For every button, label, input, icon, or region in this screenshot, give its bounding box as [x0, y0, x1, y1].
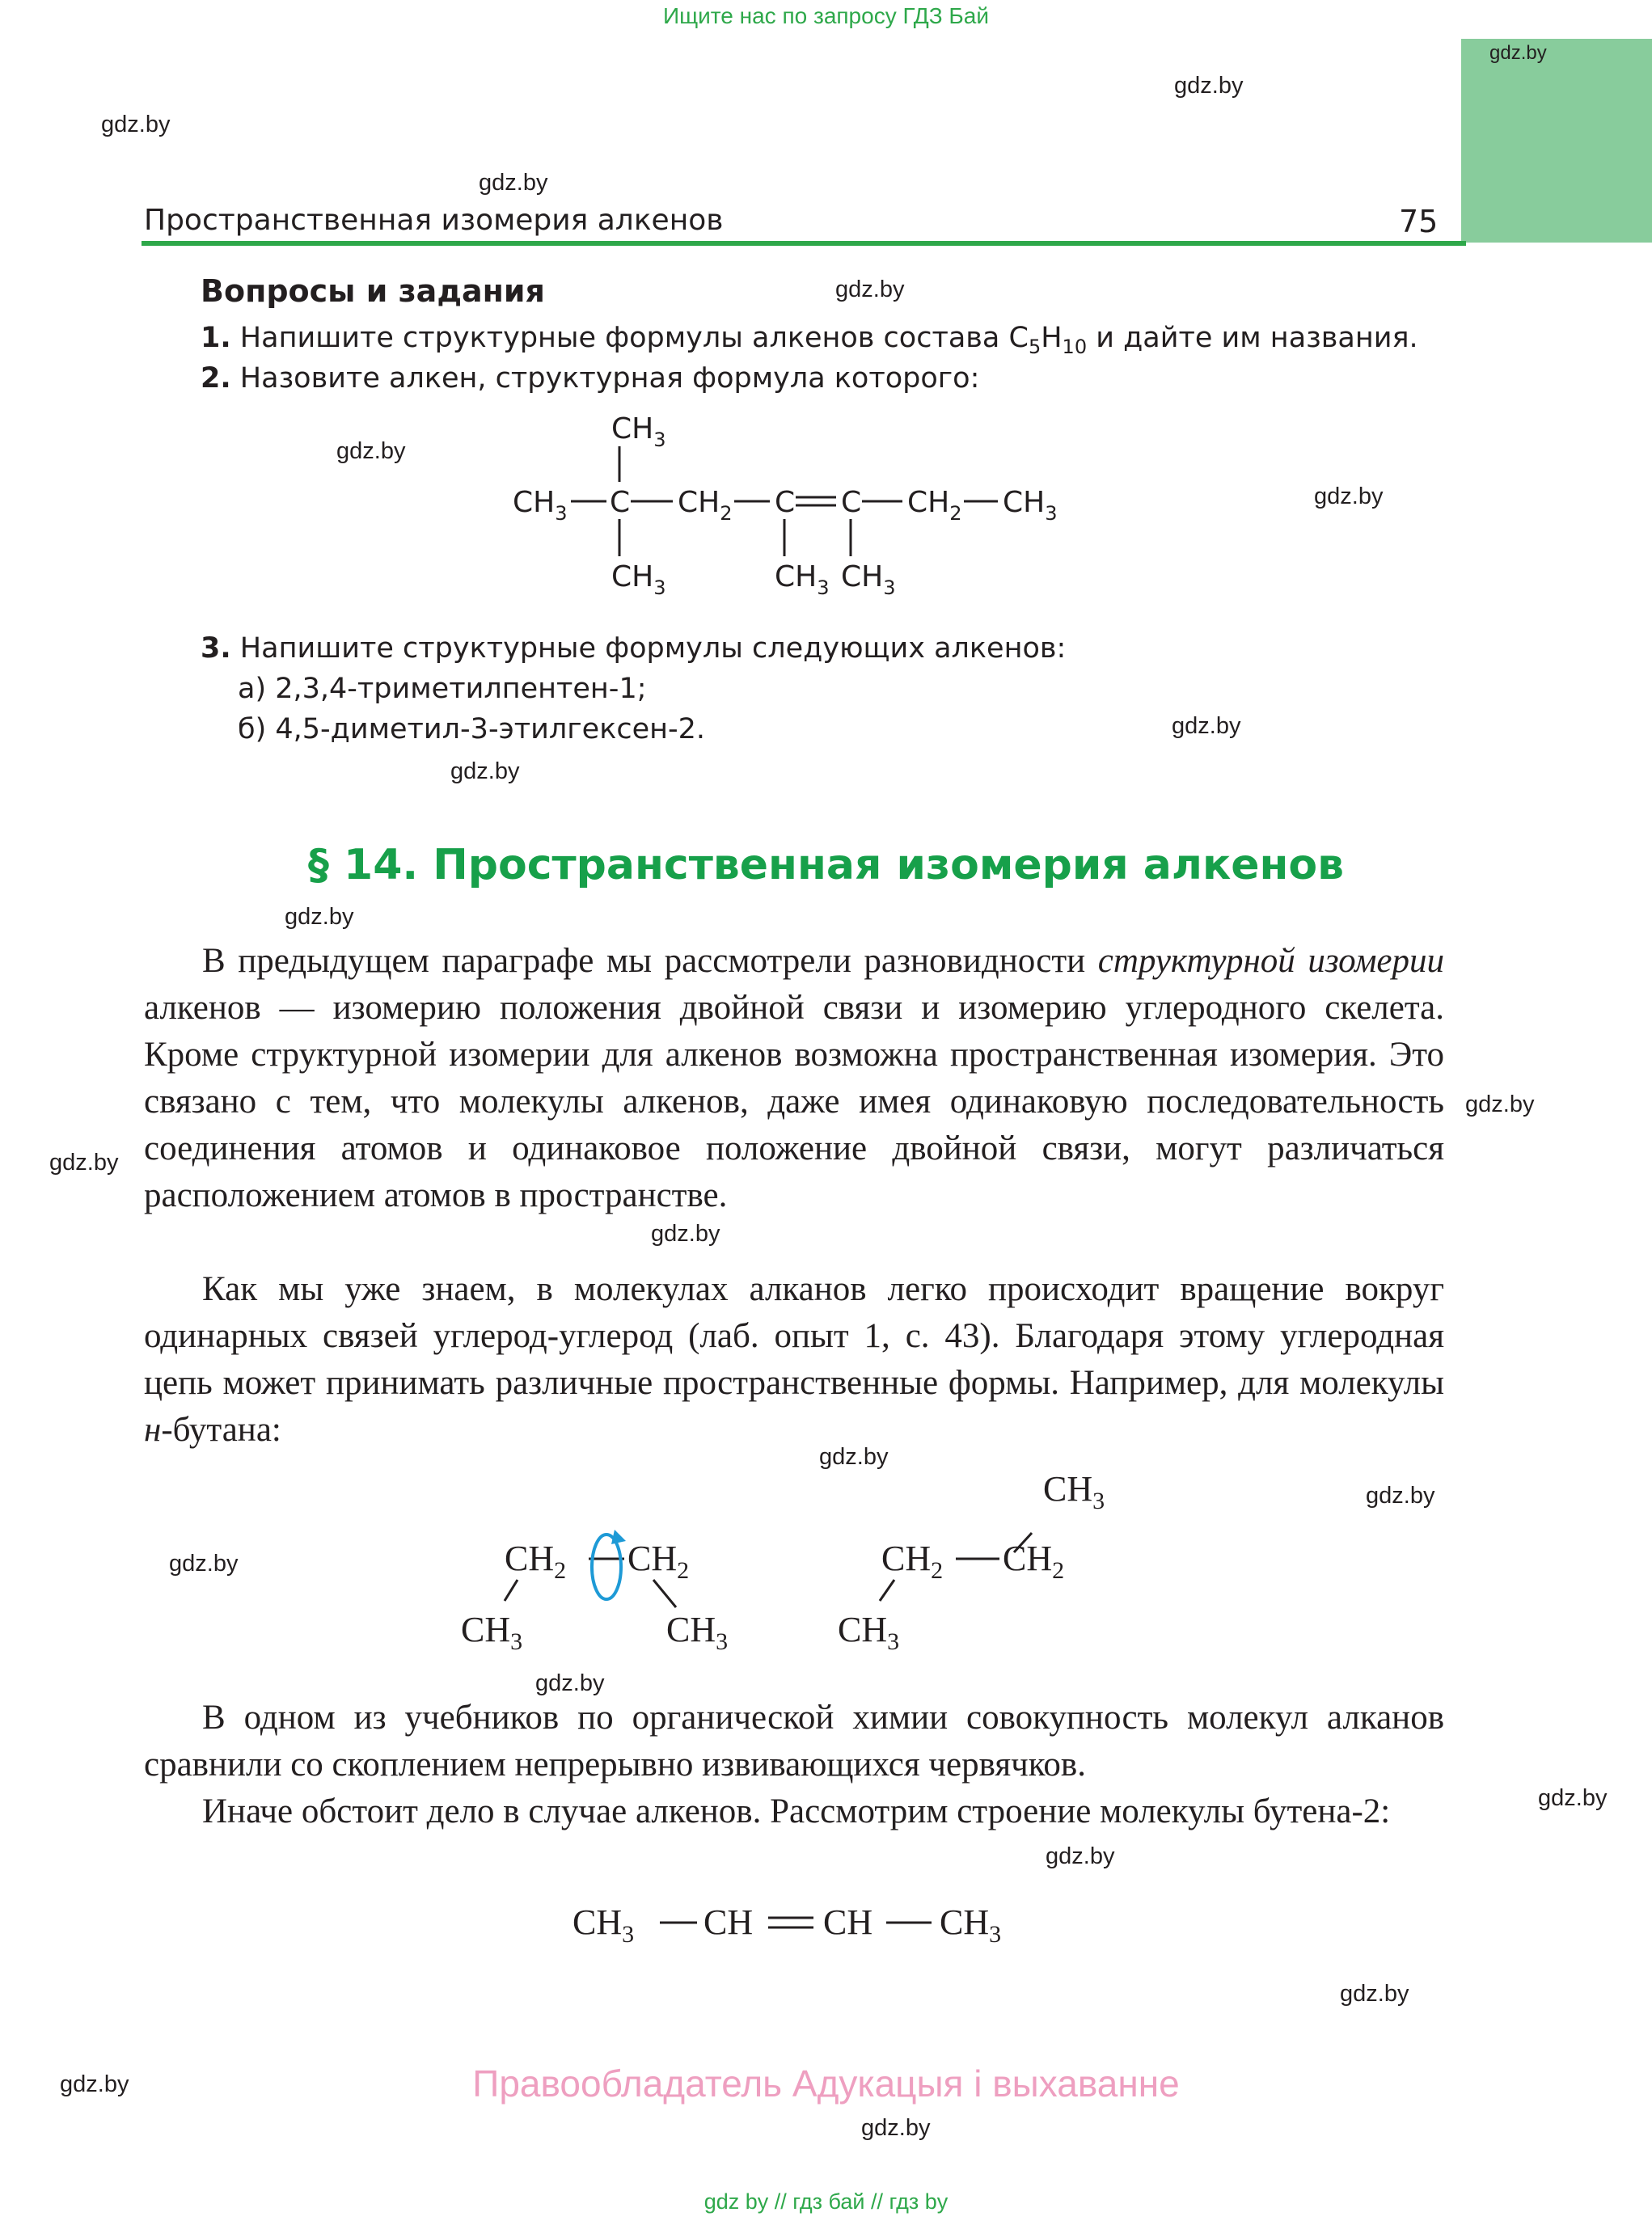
- questions-heading: Вопросы и задания: [201, 273, 545, 309]
- watermark: gdz.by: [1366, 1483, 1435, 1509]
- watermark: gdz.by: [835, 277, 905, 302]
- formula-atom: $CH_3$: [611, 560, 666, 599]
- watermark: gdz.by: [336, 438, 406, 464]
- formula-atom: $CH_3$: [611, 412, 666, 451]
- watermark: gdz.by: [285, 904, 354, 930]
- formula-atom: $CH_3$: [666, 1610, 729, 1655]
- rotation-arrow-icon: [592, 1530, 626, 1599]
- watermark: gdz.by: [49, 1150, 119, 1176]
- watermark: gdz.by: [535, 1670, 605, 1696]
- header-rule: [142, 241, 1466, 246]
- formula-atom: $CH_2$: [627, 1539, 690, 1584]
- formula-atom: $CH_3$: [775, 560, 830, 599]
- watermark: gdz.by: [819, 1444, 889, 1470]
- paragraph-3: В одном из учебников по органической химии совокупность молекул алканов сравнили со скоплением непрерывно извивающихся червячков.: [144, 1699, 1444, 1784]
- formula-atom: $CH_3$: [940, 1902, 1002, 1948]
- butene-2-formula: [566, 1892, 1067, 1957]
- watermark: gdz.by: [479, 170, 548, 196]
- formula-atom: $CH_3$: [838, 1610, 900, 1655]
- formula-atom: CH: [823, 1902, 873, 1942]
- paragraph-1: В предыдущем параграфе мы рассмотрели разновидности структурной изомерии алкенов — изомерию положения двойной связи и изомерию углеродного скелета. Кроме структурной изомерии для алкенов возможна пространственная изомерия. Это связано с тем, что молекулы алкенов, даже имея одинаковую последовательность соединения атомов и одинаковое положение двойной связи, могут различаться расположением атомов в пространстве.: [144, 942, 1444, 1214]
- formula-atom: $CH_3$: [1003, 486, 1058, 525]
- top-banner[interactable]: Ищите нас по запросу ГДЗ Бай: [662, 3, 990, 28]
- formula-atom: C: [610, 486, 631, 519]
- watermark: gdz.by: [651, 1221, 720, 1247]
- paragraph-4: Иначе обстоит дело в случае алкенов. Рассмотрим строение молекулы бутена-2:: [202, 1792, 1391, 1830]
- bond: [505, 1580, 518, 1601]
- page-corner-tab: [1461, 39, 1652, 243]
- bond: [880, 1580, 894, 1601]
- watermark: gdz.by: [1174, 73, 1244, 99]
- formula-atom: $CH_3$: [841, 560, 896, 599]
- running-title: Пространственная изомерия алкенов: [144, 204, 724, 237]
- paragraph-2: Как мы уже знаем, в молекулах алканов легко происходит вращение вокруг одинарных связей углерод-углерод (лаб. опыт 1, с. 43). Благодаря этому углеродная цепь может принимать различные пространственные формы. Например, для молекулы н-бутана:: [144, 1270, 1444, 1449]
- watermark: gdz.by: [1172, 713, 1241, 739]
- formula-atom: $CH_3$: [572, 1902, 635, 1948]
- watermark: gdz.by: [1538, 1785, 1608, 1811]
- formula-atom: $CH_2$: [881, 1539, 944, 1584]
- watermark: gdz.by: [101, 112, 171, 137]
- page-number: 75: [1399, 204, 1439, 239]
- formula-atom: $CH_2$: [907, 486, 962, 525]
- watermark: gdz.by: [1314, 483, 1384, 509]
- butane-conformations: [453, 1469, 1105, 1666]
- watermark: gdz.by: [60, 2071, 129, 2097]
- formula-atom: $CH_2$: [505, 1539, 567, 1584]
- watermark: gdz.by: [1465, 1091, 1535, 1117]
- formula-atom: CH: [703, 1902, 754, 1942]
- section-title: § 14. Пространственная изомерия алкенов: [307, 841, 1345, 889]
- watermark: gdz.by: [169, 1551, 239, 1577]
- formula-atom: C: [841, 486, 862, 519]
- watermark: gdz.by: [1489, 42, 1547, 64]
- formula-atom: $CH_3$: [513, 486, 568, 525]
- formula-atom: $CH_3$: [461, 1610, 523, 1655]
- question-3b: б) 4,5-диметил-3-этилгексен-2.: [238, 713, 706, 745]
- watermark: gdz.by: [450, 758, 520, 784]
- alkene-structural-formula: [501, 404, 1084, 598]
- bond: [653, 1580, 676, 1607]
- copyright-owner: Правообладатель Адукацыя і выхаванне: [472, 2062, 1180, 2105]
- watermark: gdz.by: [1046, 1843, 1115, 1869]
- question-3: 3. Напишите структурные формулы следующих алкенов:: [201, 632, 1067, 665]
- watermark: gdz.by: [861, 2115, 931, 2141]
- formula-atom: $CH_3$: [1043, 1469, 1105, 1514]
- question-3a: а) 2,3,4-триметилпентен-1;: [238, 673, 647, 705]
- formula-atom: C: [775, 486, 796, 519]
- bottom-links[interactable]: gdz by // гдз бай // гдз by: [703, 2189, 949, 2214]
- watermark: gdz.by: [1340, 1981, 1409, 2007]
- question-2: 2. Назовите алкен, структурная формула которого:: [201, 362, 980, 395]
- formula-atom: $CH_2$: [1003, 1539, 1065, 1584]
- question-1: 1. Напишите структурные формулы алкенов состава $C_5H_{10}$ и дайте им названия.: [201, 322, 1418, 358]
- formula-atom: $CH_2$: [678, 486, 733, 525]
